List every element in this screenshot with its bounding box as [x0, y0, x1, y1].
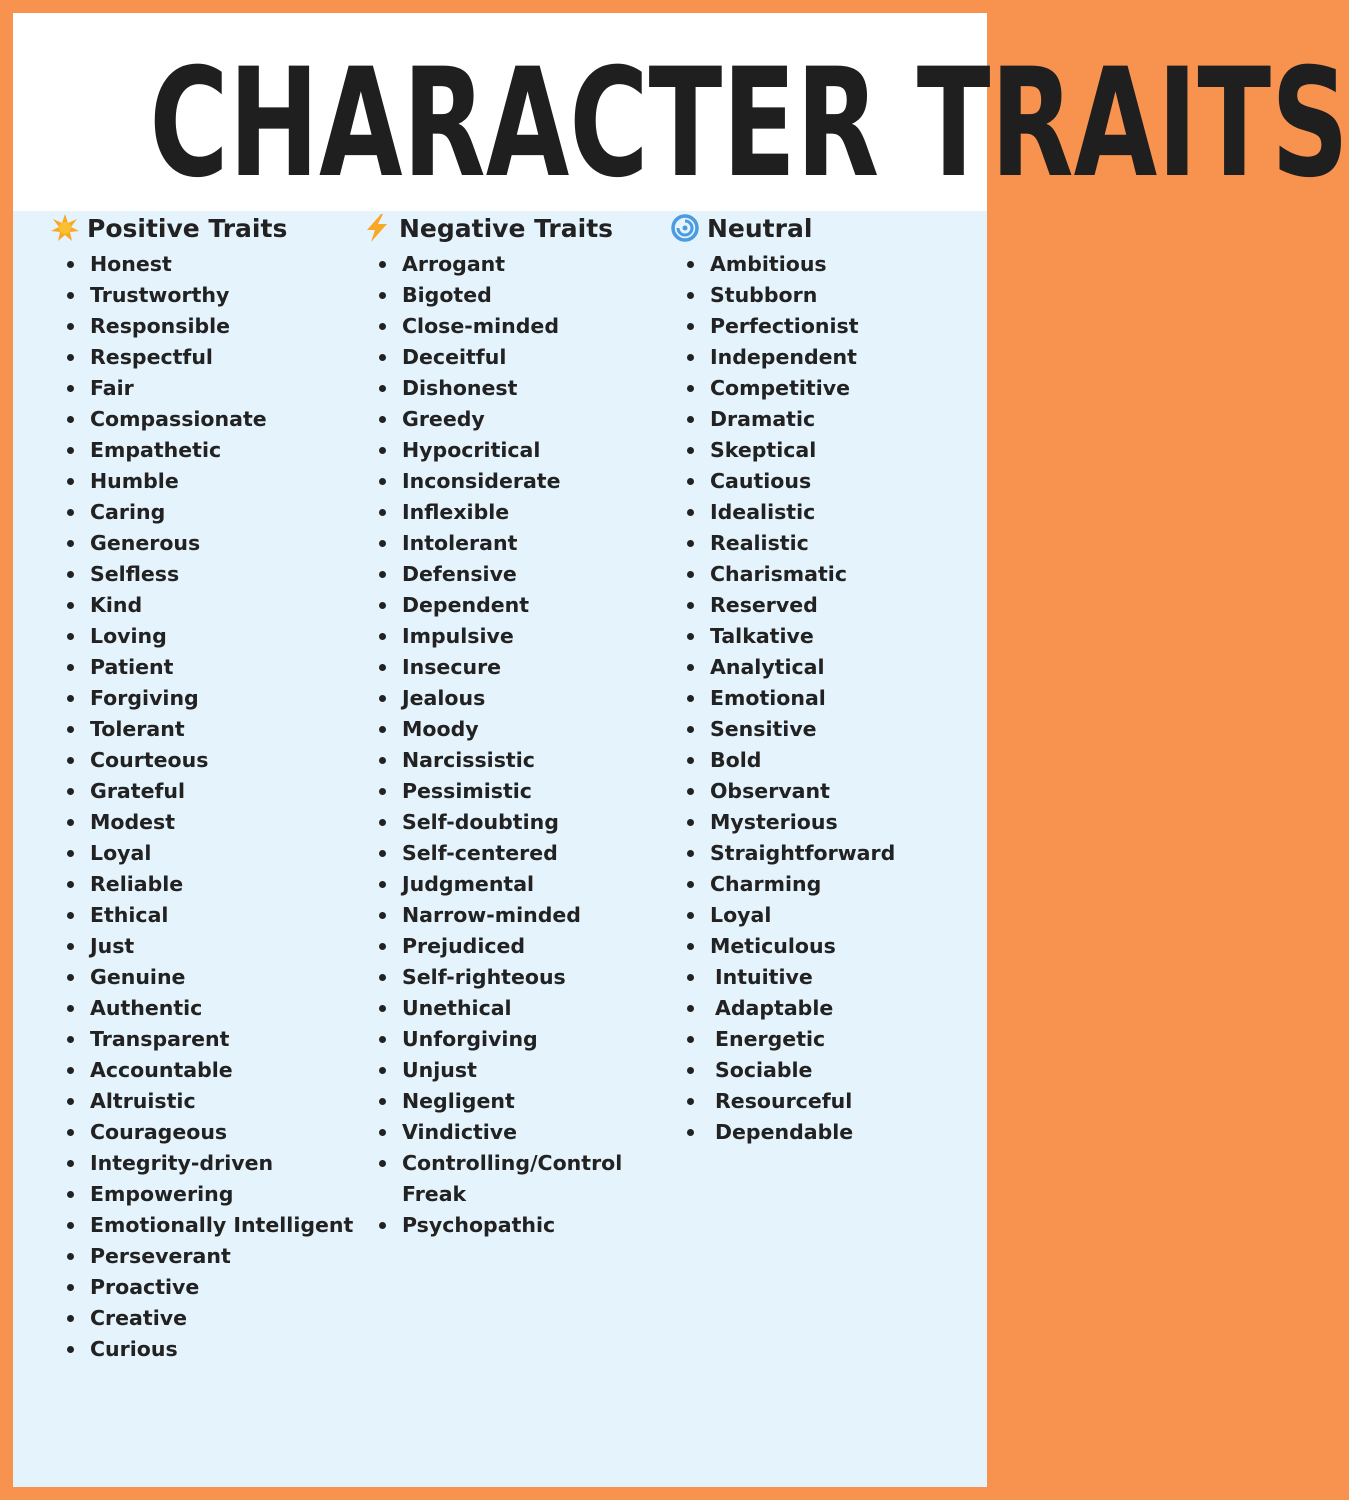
- trait-item: Perseverant: [50, 1241, 353, 1272]
- lightning-icon: [362, 213, 392, 243]
- cyclone-icon: [670, 213, 700, 243]
- trait-item: Dependable: [670, 1117, 895, 1148]
- trait-item: Humble: [50, 466, 353, 497]
- trait-item: Judgmental: [362, 869, 632, 900]
- trait-item: Hypocritical: [362, 435, 632, 466]
- trait-item: Resourceful: [670, 1086, 895, 1117]
- trait-item: Intuitive: [670, 962, 895, 993]
- trait-item: Inconsiderate: [362, 466, 632, 497]
- trait-item: Talkative: [670, 621, 895, 652]
- trait-item: Empathetic: [50, 435, 353, 466]
- trait-item: Generous: [50, 528, 353, 559]
- trait-item: Sociable: [670, 1055, 895, 1086]
- trait-item: Honest: [50, 249, 353, 280]
- trait-item: Charismatic: [670, 559, 895, 590]
- trait-item: Meticulous: [670, 931, 895, 962]
- trait-item: Proactive: [50, 1272, 353, 1303]
- heading-label: Positive Traits: [87, 214, 288, 243]
- trait-item: Realistic: [670, 528, 895, 559]
- trait-item: Responsible: [50, 311, 353, 342]
- trait-item: Forgiving: [50, 683, 353, 714]
- heading-label: Negative Traits: [399, 214, 614, 243]
- column-positive-traits: [50, 211, 354, 1361]
- trait-list-negative: [362, 249, 632, 1241]
- column-negative-traits: [362, 211, 652, 1237]
- trait-item: Inflexible: [362, 497, 632, 528]
- trait-item: Impulsive: [362, 621, 632, 652]
- trait-item: Empowering: [50, 1179, 353, 1210]
- trait-item: Self-centered: [362, 838, 632, 869]
- trait-item: Courteous: [50, 745, 353, 776]
- trait-item: Straightforward: [670, 838, 895, 869]
- trait-item: Grateful: [50, 776, 353, 807]
- trait-item: Cautious: [670, 466, 895, 497]
- trait-item: Ethical: [50, 900, 353, 931]
- title-band: [13, 13, 1349, 211]
- column-heading-neutral: [670, 211, 970, 247]
- trait-item: Trustworthy: [50, 280, 353, 311]
- trait-item: Respectful: [50, 342, 353, 373]
- heading-label: Neutral: [707, 214, 813, 243]
- trait-item: Dishonest: [362, 373, 632, 404]
- trait-item: Insecure: [362, 652, 632, 683]
- trait-item: Narcissistic: [362, 745, 632, 776]
- page-title: CHARACTER TRAITS: [149, 37, 1349, 211]
- trait-item: Greedy: [362, 404, 632, 435]
- trait-item: Tolerant: [50, 714, 353, 745]
- trait-item: Charming: [670, 869, 895, 900]
- trait-item: Jealous: [362, 683, 632, 714]
- trait-item: Intolerant: [362, 528, 632, 559]
- trait-item: Narrow-minded: [362, 900, 632, 931]
- trait-item: Authentic: [50, 993, 353, 1024]
- trait-item: Close-minded: [362, 311, 632, 342]
- trait-item: Reserved: [670, 590, 895, 621]
- trait-item: Unforgiving: [362, 1024, 632, 1055]
- trait-item: Adaptable: [670, 993, 895, 1024]
- trait-item: Transparent: [50, 1024, 353, 1055]
- trait-item: Courageous: [50, 1117, 353, 1148]
- trait-item: Negligent: [362, 1086, 632, 1117]
- trait-item: Observant: [670, 776, 895, 807]
- trait-item: Kind: [50, 590, 353, 621]
- trait-item: Vindictive: [362, 1117, 632, 1148]
- trait-item: Reliable: [50, 869, 353, 900]
- trait-item: Modest: [50, 807, 353, 838]
- trait-item: Curious: [50, 1334, 353, 1365]
- poster-frame: [13, 13, 1349, 1487]
- trait-item: Creative: [50, 1303, 353, 1334]
- column-heading-negative: [362, 211, 652, 247]
- trait-item: Competitive: [670, 373, 895, 404]
- trait-item: Unjust: [362, 1055, 632, 1086]
- trait-item: Prejudiced: [362, 931, 632, 962]
- trait-item: Skeptical: [670, 435, 895, 466]
- trait-item: Self-righteous: [362, 962, 632, 993]
- trait-item: Idealistic: [670, 497, 895, 528]
- column-heading-positive: [50, 211, 350, 247]
- trait-item: Bigoted: [362, 280, 632, 311]
- trait-item: Self-doubting: [362, 807, 632, 838]
- star-icon: [50, 213, 80, 243]
- trait-item: Stubborn: [670, 280, 895, 311]
- trait-item: Independent: [670, 342, 895, 373]
- trait-item: Sensitive: [670, 714, 895, 745]
- trait-item: Moody: [362, 714, 632, 745]
- trait-item: Defensive: [362, 559, 632, 590]
- trait-item: Patient: [50, 652, 353, 683]
- trait-item: Analytical: [670, 652, 895, 683]
- trait-item: Ambitious: [670, 249, 895, 280]
- trait-item: Unethical: [362, 993, 632, 1024]
- trait-item: Loving: [50, 621, 353, 652]
- trait-item: Controlling/Control Freak: [362, 1148, 632, 1210]
- trait-item: Fair: [50, 373, 353, 404]
- trait-item: Accountable: [50, 1055, 353, 1086]
- trait-item: Psychopathic: [362, 1210, 632, 1241]
- trait-item: Altruistic: [50, 1086, 353, 1117]
- trait-item: Pessimistic: [362, 776, 632, 807]
- trait-item: Compassionate: [50, 404, 353, 435]
- trait-item: Perfectionist: [670, 311, 895, 342]
- trait-item: Deceitful: [362, 342, 632, 373]
- trait-item: Mysterious: [670, 807, 895, 838]
- trait-item: Arrogant: [362, 249, 632, 280]
- trait-item: Emotional: [670, 683, 895, 714]
- trait-item: Just: [50, 931, 353, 962]
- trait-item: Caring: [50, 497, 353, 528]
- trait-item: Dramatic: [670, 404, 895, 435]
- trait-item: Loyal: [670, 900, 895, 931]
- trait-item: Loyal: [50, 838, 353, 869]
- trait-item: Emotionally Intelligent: [50, 1210, 353, 1241]
- trait-item: Energetic: [670, 1024, 895, 1055]
- trait-item: Dependent: [362, 590, 632, 621]
- trait-item: Selfless: [50, 559, 353, 590]
- trait-list-neutral: [670, 249, 895, 1148]
- column-neutral-traits: [670, 211, 970, 1144]
- trait-item: Genuine: [50, 962, 353, 993]
- trait-item: Integrity-driven: [50, 1148, 353, 1179]
- trait-item: Bold: [670, 745, 895, 776]
- trait-list-positive: [50, 249, 353, 1365]
